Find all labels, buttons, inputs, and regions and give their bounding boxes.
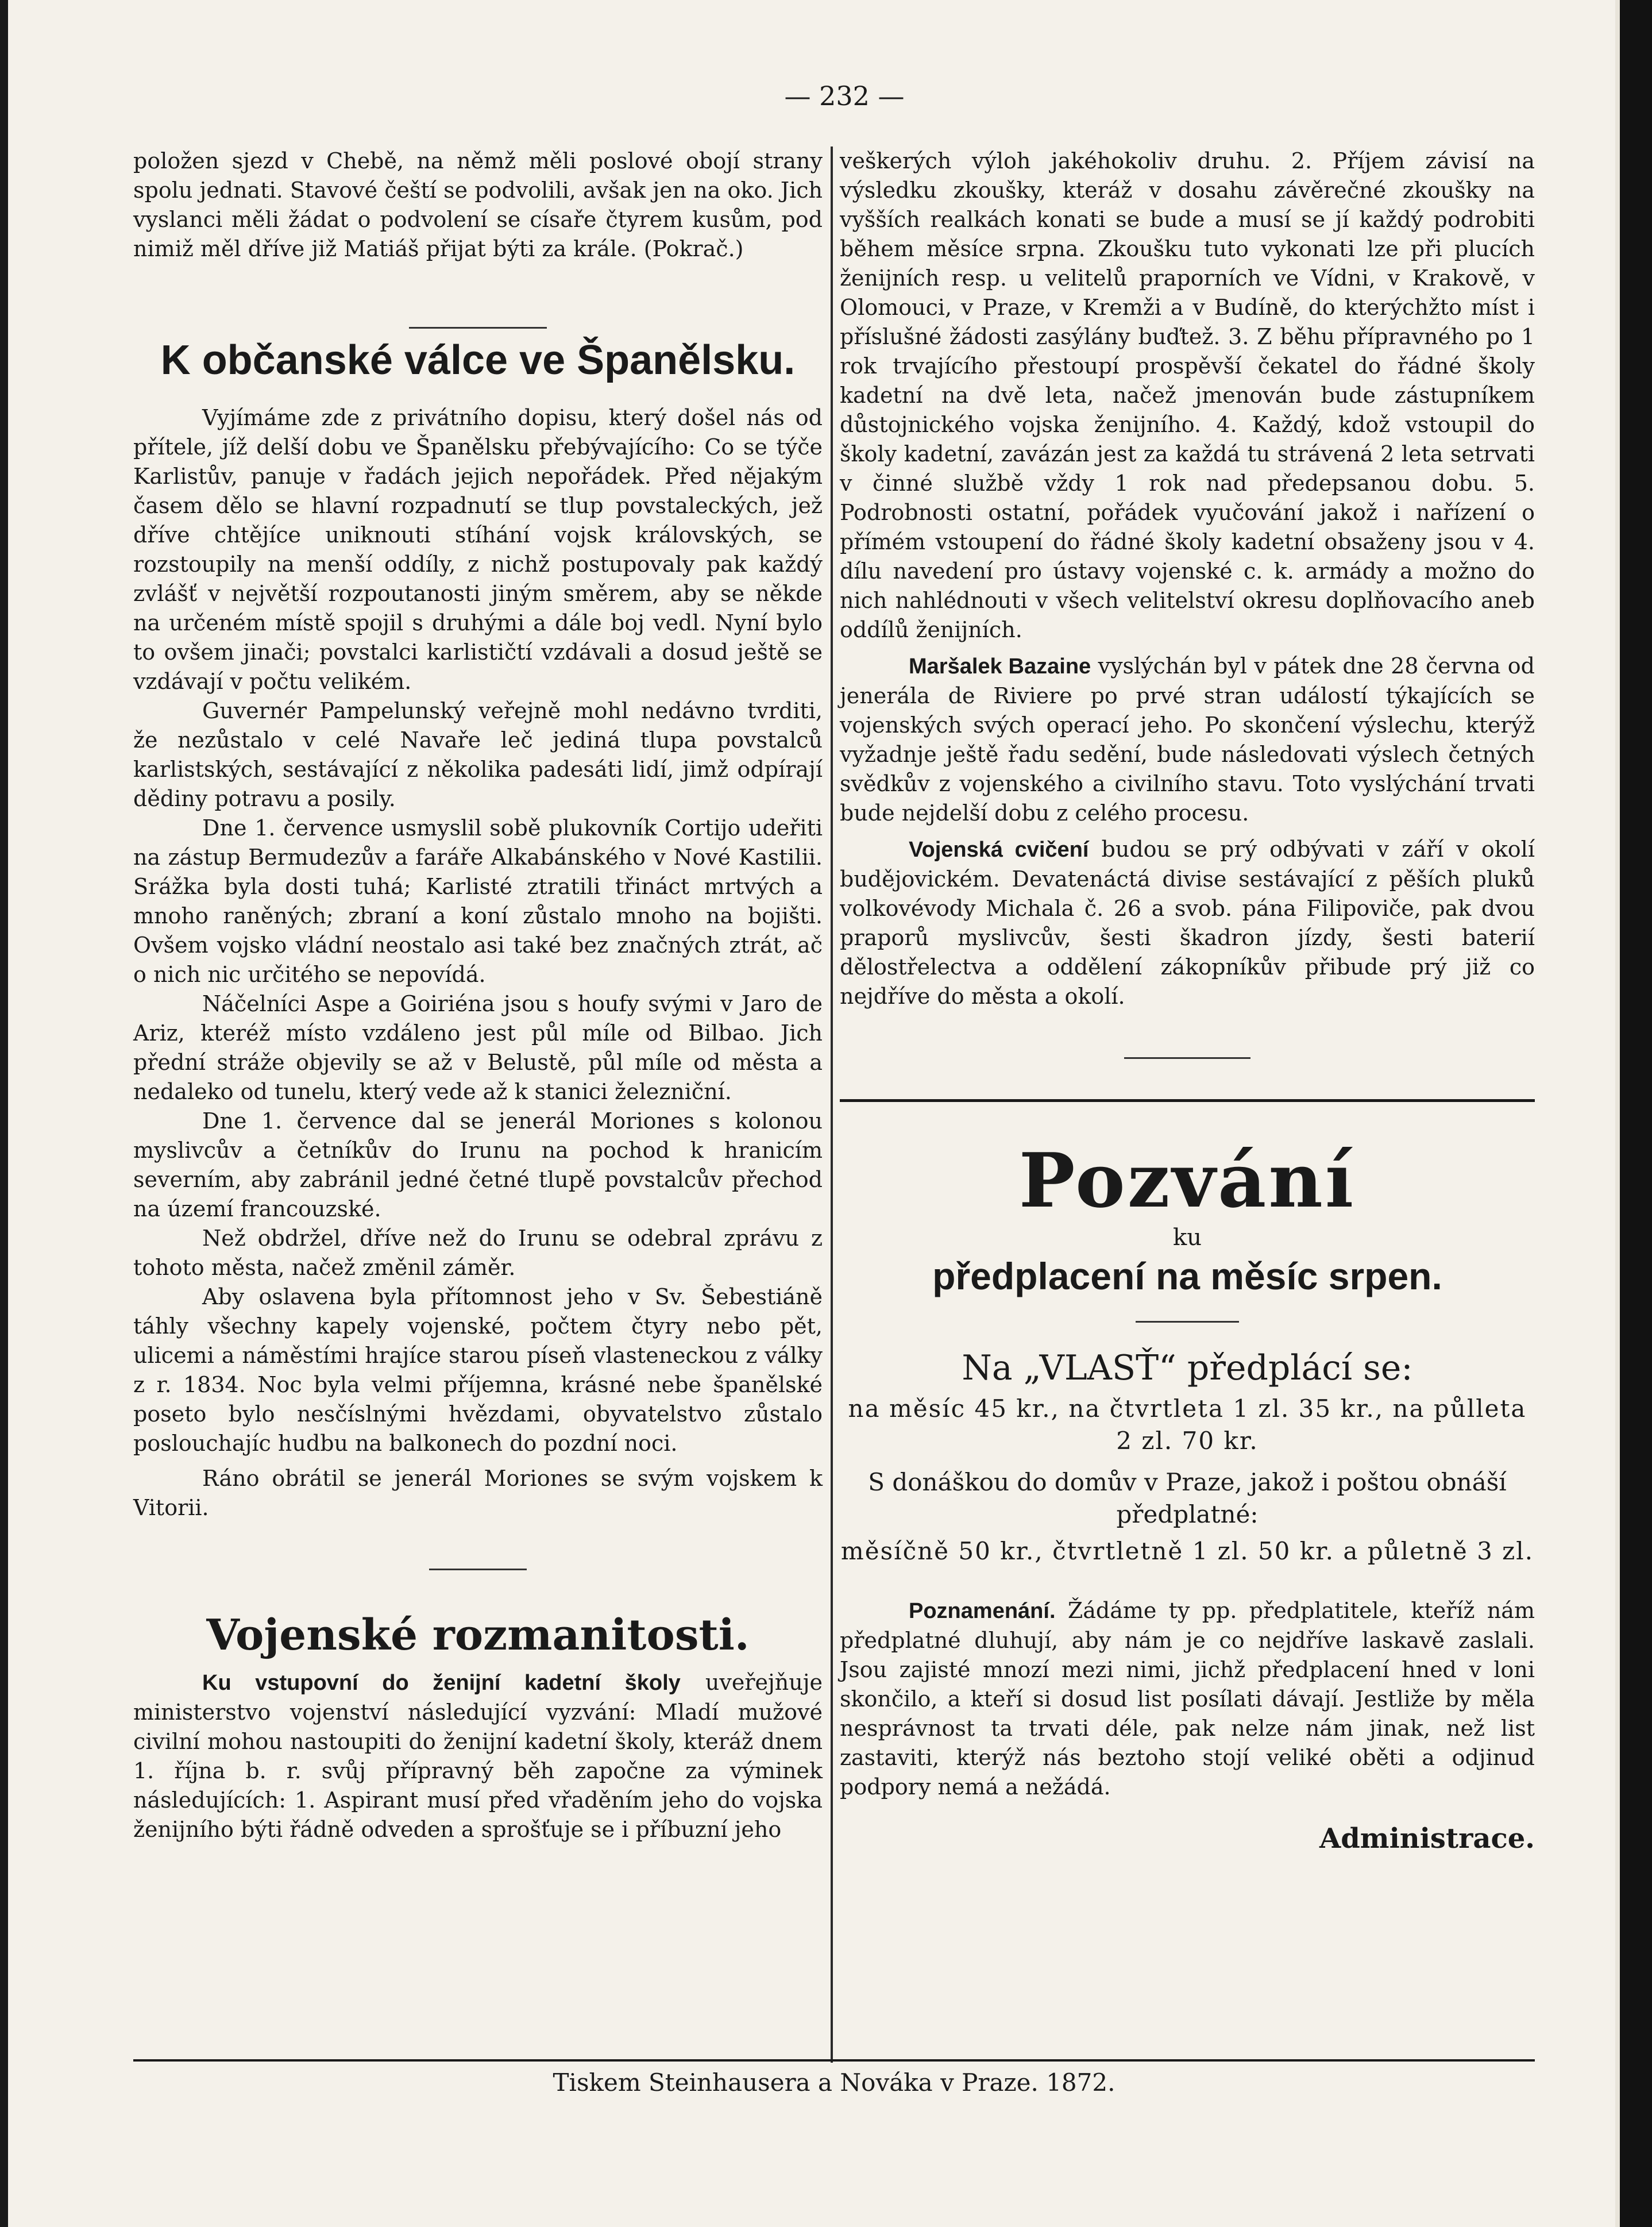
military-section-title: Vojenské rozmanitosti. [206,1610,750,1660]
left-column [133,147,823,1844]
column-divider [831,147,833,2063]
section-rule [409,327,547,329]
cadet-school-paragraph [133,1668,823,1844]
price-line-2: měsíčně 50 kr., čtvrtletně 1 zl. 50 kr. a půletně 3 zl. [840,1537,1534,1565]
bazaine-paragraph [840,652,1535,828]
note-text: Žádáme ty pp. předplatitele, kteříž nám předplatné dluhují, aby nám je co nejdříve laskavě zaslali. Jsou zajisté mnozí mezi nimi, jichž předplacení hned v loni skončilo, a kteří si dosud list posílati dávají. Jestliže by měla nesprávnost ta trvati déle, pak nelze nám jinak, než list zastaviti, kterýž nás beztoho stojí veliké oběti a odjinud podpory nemá a nežádá. [840,1598,1535,1800]
scan-border-left [0,0,8,2227]
signature: Administrace. [1319,1823,1535,1855]
article-paragraph: Než obdržel, dříve než do Irunu se odebral zprávu z tohoto města, načež změnil záměr. [133,1226,823,1280]
spain-article-title: K občanské válce ve Španělsku. [160,337,796,383]
exercise-lead: Vojenská cvičení [909,838,1089,862]
cadet-school-text: uveřejňuje ministerstvo vojenství následující vyzvání: Mladí mužové civilní mohou nastoupiti do ženijní kadetní školy, kteráž dnem 1. října b. r. svůj přípravný běh započne za výminek následujících: 1. Aspirant musí před vřaděním jeho do vojska ženijního býti řádně odveden a sprošťuje se i příbuzní jeho [133,1670,823,1842]
note-paragraph [840,1596,1535,1802]
section-rule [1124,1057,1250,1059]
invite-ku: ku [1173,1224,1202,1251]
right-column [840,147,1535,1855]
article-paragraph: Dne 1. července dal se jenerál Moriones s kolonou myslivcův a četníkův do Irunu na pochod k hranicím severním, aby zabránil jedné četné tlupě povstalcův přechod na území francouzské. [133,1108,823,1222]
article-paragraph: Guvernér Pampelunský veřejně mohl nedávno tvrditi, že nezůstalo v celé Navaře leč jediná tlupa povstalců karlistských, sestávající z několika padesáti lidí, jimž odpírají dědiny potravu a posily. [133,698,823,811]
note-lead: Poznamenání. [909,1599,1056,1623]
delivery-text: S donáškou do domův v Praze, jakož i poštou obnáší předplatné: [868,1468,1507,1528]
section-rule [1136,1321,1239,1323]
article-paragraph: Vyjímáme zde z privátního dopisu, který došel nás od přítele, jíž delší dobu ve Španělsku přebývajícího: Co se týče Karlistův, panuje v řadách jejich nepořádek. Před nějakým časem dělo se hlavní rozpadnutí se tlup povstaleckých, jež dříve chtějíce uniknouti stíhání vojsk královských, se rozstoupily na menší oddíly, z nichž postupovaly pak každý zvlášť v největší rozpoutanosti jiným směrem, aby se někde na určeném místě spojil s druhými a dále boj vedl. Nyní bylo to ovšem jinači; povstalci karlističtí vzdávali a dosud ještě se vzdávají v počtu velikém. [133,405,823,694]
advertisement-rule [840,1099,1535,1102]
exercise-paragraph [840,835,1535,1011]
section-rule [429,1569,527,1570]
article-paragraph: Ráno obrátil se jenerál Moriones se svým vojskem k Vitorii. [133,1466,823,1520]
cadet-school-continuation: veškerých výloh jakéhokoliv druhu. 2. Příjem závisí na výsledku zkoušky, kteráž v dosahu závěrečné zkoušky na vyšších realkách konati se bude a musí se jí každý podrobiti během měsíce srpna. Zkoušku tuto vykonati lze při plucích ženijních resp. u velitelů praporních ve Vídni, v Krakově, v Olomouci, v Praze, v Kremži a v Budíně, do kterýchžto míst i příslušné žádosti zasýlány buďtež. 3. Z běhu přípravného po 1 rok trvajícího přestoupí prospěvší čekatel do řádné školy kadetní na dvě leta, načež jmenován bude zástupníkem důstojnického vojska ženijního. 4. Každý, kdož vstoupil do školy kadetní, zavázán jest za každá tu strávená 2 leta setrvati v činné službě vždy 1 rok nad předepsanou dobu. 5. Podrobnosti ostatní, pořádek vyučování jakož i nařízení o přímém vstoupení do řádné školy kadetní obsaženy jsou v 4. dílu navedení pro ústavy vojenské c. k. armády a možno do nich nahlédnouti v všech velitelství okresu doplňovacího aneb oddílů ženijních. [840,148,1535,642]
invite-subtitle: předplacení na měsíc srpen. [932,1255,1442,1297]
bazaine-text: vyslýchán byl v pátek dne 28 června od jenerála de Riviere po prvé stran událostí týkajících se vojenských svých operací jeho. Po skončení výslechu, kterýž vyžadnje ještě řadu sedění, bude následovati výslech četných svědkův z vojenského a civilního stavu. Toto vyslýchání trvati bude nejdelší dobu z celého procesu. [840,653,1535,826]
na-vlast-heading: Na „VLASŤ“ předplácí se: [962,1348,1413,1388]
page-number: — 232 — [784,80,905,111]
imprint-rule [133,2059,1535,2062]
price-line-1: na měsíc 45 kr., na čtvrtleta 1 zl. 35 kr., na půlleta 2 zl. 70 kr. [848,1394,1527,1455]
scan-gap-right [1615,0,1620,2227]
intro-paragraph: položen sjezd v Chebě, na němž měli poslové obojí strany spolu jednati. Stavové čeští se podvolili, avšak jen na oko. Jich vyslanci měli žádat o podvolení se císaře čtyrem kusům, pod nimiž měl dříve již Matiáš přijat býti za krále. (Pokrač.) [133,148,823,261]
exercise-text: budou se prý odbývati v září v okolí budějovickém. Devatenáctá divise sestávající z pěších pluků volkovévody Michala č. 26 a svob. pána Filipoviče, pak dvou praporů myslivcův, šesti škadron jízdy, šesti baterií dělostřelectva a oddělení zákopníkův přibude prý již co nejdříve do města a okolí. [840,837,1535,1009]
imprint: Tiskem Steinhausera a Nováka v Praze. 1872. [553,2068,1116,2097]
bazaine-lead: Maršalek Bazaine [909,654,1091,679]
article-paragraph: Aby oslavena byla přítomnost jeho v Sv. Šebestiáně táhly všechny kapely vojenské, počtem čtyry nebo pět, ulicemi a náměstími hrajíce starou píseň vlasteneckou z války z r. 1834. Noc byla velmi příjemna, krásné nebe španělské poseto bylo nesčíslnými hvězdami, obyvatelstvo zůstalo poslouchajíc hudbu na balkonech do pozdní noci. [133,1284,823,1456]
cadet-school-lead: Ku vstupovní do ženijní kadetní školy [202,1671,681,1695]
scan-border-right [1620,0,1652,2227]
article-paragraph: Dne 1. července usmyslil sobě plukovník Cortijo udeřiti na zástup Bermudezův a faráře Alkabánského v Nové Kastilii. Srážka byla dosti tuhá; Karlisté ztratili třináct mrtvých a mnoho raněných; zbraní a koní zůstalo mnoho na bojišti. Ovšem vojsko vládní neostalo asi také bez značných ztrát, ač o nich nic určitého se nepovídá. [133,815,823,987]
invite-title: Pozvání [1018,1136,1356,1224]
article-paragraph: Náčelníci Aspe a Goiriéna jsou s houfy svými v Jaro de Ariz, kteréž místo vzdáleno jest půl míle od Bilbao. Jich přední stráže objevily se až v Belustě, půl míle od města a nedaleko od tunelu, který vede až k stanici železniční. [133,991,823,1104]
